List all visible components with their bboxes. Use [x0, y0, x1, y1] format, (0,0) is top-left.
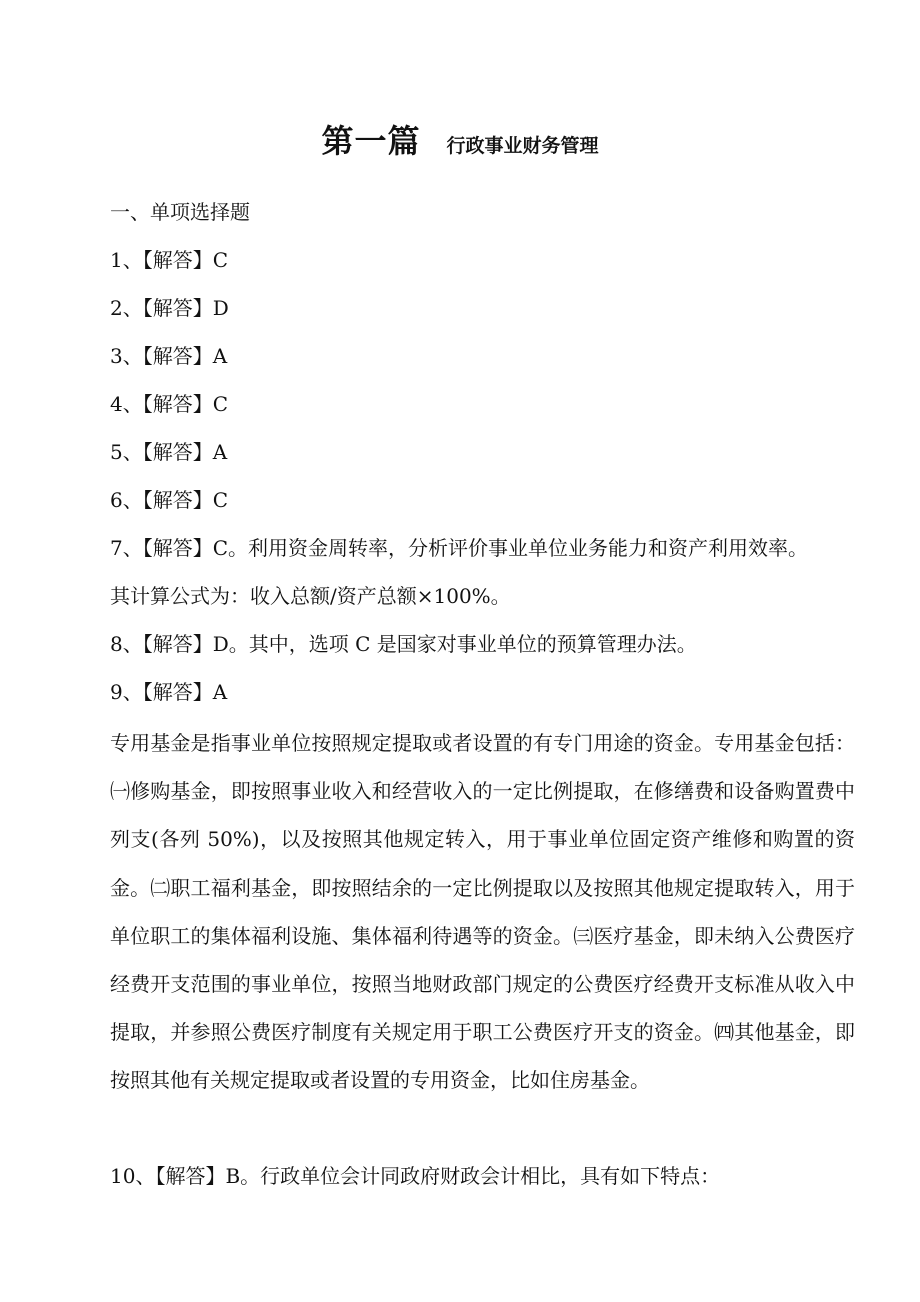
section-heading: 一、单项选择题	[110, 200, 250, 224]
answer-line-8: 8、【解答】D。其中，选项 C 是国家对事业单位的预算管理办法。	[110, 632, 697, 656]
chapter-subtitle: 行政事业财务管理	[446, 135, 599, 157]
answer-line-1: 1、【解答】C	[110, 248, 229, 272]
page-title	[0, 116, 920, 162]
chapter-title: 第一篇	[321, 122, 421, 160]
answer-line-6: 6、【解答】C	[110, 488, 229, 512]
answer-line-10: 10、【解答】B。行政单位会计同政府财政会计相比，具有如下特点：	[110, 1164, 721, 1188]
answer-line-7: 7、【解答】C。利用资金周转率，分析评价事业单位业务能力和资产利用效率。	[110, 536, 809, 560]
answer-line-9: 9、【解答】A	[110, 680, 228, 704]
answer-line-7-formula: 其计算公式为：收入总额/资产总额×100%。	[110, 584, 511, 608]
special-fund-paragraph: 专用基金是指事业单位按照规定提取或者设置的有专门用途的资金。专用基金包括：㈠修购基金，即按照事业收入和经营收入的一定比例提取，在修缮费和设备购置费中列支(各列 50%)，以及按照其他规定转入，用于事业单位固定资产维修和购置的资金。㈡职工福利基金，即按照结余的一定比例提取以及按照其他规定提取转入，用于单位职工的集体福利设施、集体福利待遇等的资金。㈢医疗基金，即未纳入公费医疗经费开支范围的事业单位，按照当地财政部门规定的公费医疗经费开支标准从收入中提取，并参照公费医疗制度有关规定用于职工公费医疗开支的资金。㈣其他基金，即按照其他有关规定提取或者设置的专用资金，比如住房基金。	[110, 731, 855, 1093]
answer-line-5: 5、【解答】A	[110, 440, 228, 464]
answer-line-4: 4、【解答】C	[110, 392, 229, 416]
answer-line-3: 3、【解答】A	[110, 344, 228, 368]
answer-line-2: 2、【解答】D	[110, 296, 229, 320]
